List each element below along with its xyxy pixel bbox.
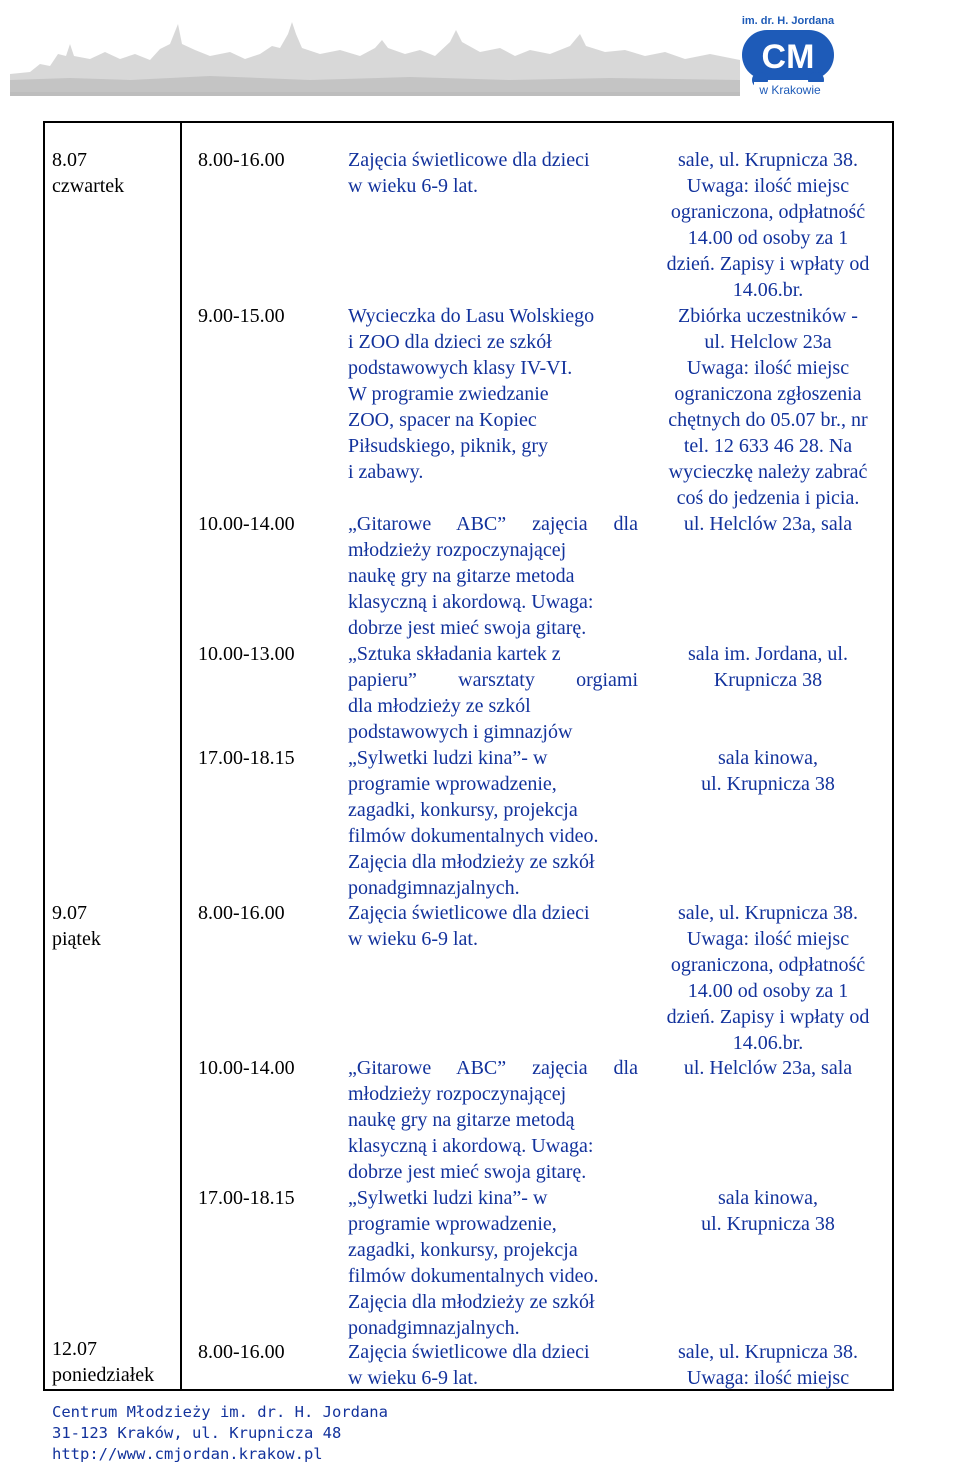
desc-line: zagadki, konkursy, projekcja	[348, 799, 578, 821]
footer-address	[52, 1402, 388, 1465]
desc-line: klasyczną i akordową. Uwaga:	[348, 1135, 594, 1157]
day-date: 9.07	[52, 902, 87, 924]
desc-line: dobrze jest mieć swoja gitarę.	[348, 1161, 587, 1183]
place-line: Uwaga: ilość miejsc	[686, 928, 850, 950]
desc-line: Zajęcia świetlicowe dla dzieci	[348, 1341, 590, 1363]
desc-line: naukę gry na gitarze metodą	[348, 1109, 575, 1131]
logo-letters: CM	[761, 38, 815, 76]
day-date: 12.07	[52, 1338, 97, 1360]
desc-line: ponadgimnazjalnych.	[348, 1317, 520, 1339]
place-line: Zbiórka uczestników -	[678, 305, 858, 327]
event-description	[348, 1185, 638, 1341]
desc-line: dla młodzieży ze szkól	[348, 695, 531, 717]
footer-org-name: Centrum Młodzieży im. dr. H. Jordana	[52, 1403, 388, 1421]
desc-line: dobrze jest mieć swoja gitarę.	[348, 617, 587, 639]
event-place	[643, 745, 893, 797]
desc-line: w wieku 6-9 lat.	[348, 175, 478, 197]
place-line: Uwaga: ilość miejsc	[686, 175, 850, 197]
place-line: Uwaga: ilość miejsc	[686, 1367, 850, 1389]
desc-line: zagadki, konkursy, projekcja	[348, 1239, 578, 1261]
place-line: sala kinowa,	[718, 1187, 818, 1209]
footer-street: 31-123 Kraków, ul. Krupnicza 48	[52, 1424, 342, 1442]
event-description	[348, 641, 638, 745]
event-place	[643, 1055, 893, 1081]
desc-line: ZOO, spacer na Kopiec	[348, 409, 537, 431]
event-place	[643, 511, 893, 537]
day-cell	[52, 900, 101, 952]
desc-line: Zajęcia dla młodzieży ze szkół	[348, 851, 595, 873]
day-date: 8.07	[52, 149, 87, 171]
day-cell	[52, 1336, 154, 1388]
schedule-table	[43, 121, 894, 1391]
event-time: 8.00-16.00	[198, 902, 285, 924]
cm-logo	[740, 8, 836, 98]
place-line: chętnych do 05.07 br., nr	[668, 409, 868, 431]
event-description	[348, 1055, 638, 1185]
desc-line: „Sztuka składania kartek z	[348, 643, 561, 665]
desc-line: podstawowych i gimnazjów	[348, 721, 573, 743]
desc-line: Piłsudskiego, piknik, gry	[348, 435, 549, 457]
desc-line: Zajęcia dla młodzieży ze szkół	[348, 1291, 595, 1313]
footer-website-link[interactable]: http://www.cmjordan.krakow.pl	[52, 1445, 323, 1463]
desc-line: ponadgimnazjalnych.	[348, 877, 520, 899]
place-line: sale, ul. Krupnicza 38.	[678, 902, 858, 924]
place-line: sale, ul. Krupnicza 38.	[678, 149, 858, 171]
event-description	[348, 745, 638, 901]
desc-line: programie wprowadzenie,	[348, 1213, 557, 1235]
event-time: 8.00-16.00	[198, 149, 285, 171]
event-time: 10.00-14.00	[198, 1057, 295, 1079]
desc-line: i ZOO dla dzieci ze szkół	[348, 331, 552, 353]
place-line: 14.06.br.	[732, 279, 804, 301]
event-place	[643, 1339, 893, 1391]
place-line: 14.00 od osoby za 1	[687, 980, 849, 1002]
place-line: ograniczona, odpłatność	[670, 201, 866, 223]
place-line: wycieczkę należy zabrać	[668, 461, 868, 483]
logo-city: w Krakowie	[759, 83, 821, 97]
event-description	[348, 147, 638, 199]
place-line: sala im. Jordana, ul.	[688, 643, 848, 665]
place-line: 14.00 od osoby za 1	[687, 227, 849, 249]
day-weekday: poniedziałek	[52, 1364, 155, 1386]
place-line: ul. Krupnicza 38	[701, 1213, 835, 1235]
desc-line: młodzieży rozpoczynającej	[348, 1083, 567, 1105]
desc-line: w wieku 6-9 lat.	[348, 928, 478, 950]
event-place	[643, 641, 893, 693]
event-time: 17.00-18.15	[198, 1187, 295, 1209]
desc-line: filmów dokumentalnych video.	[348, 825, 599, 847]
event-time: 8.00-16.00	[198, 1341, 285, 1363]
event-description	[348, 303, 638, 485]
desc-line: „Sylwetki ludzi kina”- w	[348, 747, 548, 769]
desc-line: i zabawy.	[348, 461, 424, 483]
event-time: 10.00-14.00	[198, 513, 295, 535]
desc-line: „Gitarowe ABC” zajęcia dla	[348, 513, 638, 535]
desc-line: „Gitarowe ABC” zajęcia dla	[348, 1057, 638, 1079]
desc-line: papieru” warsztaty orgiami	[348, 669, 638, 691]
logo-subtitle: im. dr. H. Jordana	[741, 15, 835, 27]
place-line: Krupnicza 38	[713, 669, 823, 691]
event-place	[643, 303, 893, 511]
desc-line: w wieku 6-9 lat.	[348, 1367, 478, 1389]
desc-line: podstawowych klasy IV-VI.	[348, 357, 573, 379]
event-description	[348, 900, 638, 952]
place-line: 14.06.br.	[732, 1032, 804, 1054]
place-line: ograniczona, odpłatność	[670, 954, 866, 976]
desc-line: programie wprowadzenie,	[348, 773, 557, 795]
desc-line: Zajęcia świetlicowe dla dzieci	[348, 149, 590, 171]
event-description	[348, 511, 638, 641]
event-time: 17.00-18.15	[198, 747, 295, 769]
place-line: ul. Helclow 23a	[704, 331, 832, 353]
table-top-border	[43, 121, 894, 123]
place-line: tel. 12 633 46 28. Na	[683, 435, 853, 457]
place-line: sale, ul. Krupnicza 38.	[678, 1341, 858, 1363]
event-place	[643, 900, 893, 1056]
event-place	[643, 1185, 893, 1237]
event-time: 9.00-15.00	[198, 305, 285, 327]
desc-line: Zajęcia świetlicowe dla dzieci	[348, 902, 590, 924]
day-weekday: czwartek	[52, 175, 125, 197]
place-line: ograniczona zgłoszenia	[674, 383, 862, 405]
event-description	[348, 1339, 638, 1391]
desc-line: filmów dokumentalnych video.	[348, 1265, 599, 1287]
place-line: dzień. Zapisy i wpłaty od	[666, 253, 870, 275]
event-place	[643, 147, 893, 303]
place-line: ul. Krupnicza 38	[701, 773, 835, 795]
header-skyline-image	[10, 4, 740, 96]
event-time: 10.00-13.00	[198, 643, 295, 665]
desc-line: Wycieczka do Lasu Wolskiego	[348, 305, 595, 327]
place-line: sala kinowa,	[718, 747, 818, 769]
desc-line: „Sylwetki ludzi kina”- w	[348, 1187, 548, 1209]
day-weekday: piątek	[52, 928, 101, 950]
place-line: ul. Helclów 23a, sala	[683, 1057, 853, 1079]
desc-line: klasyczną i akordową. Uwaga:	[348, 591, 594, 613]
column-divider	[180, 121, 182, 1391]
place-line: ul. Helclów 23a, sala	[683, 513, 853, 535]
place-line: Uwaga: ilość miejsc	[686, 357, 850, 379]
place-line: coś do jedzenia i picia.	[676, 487, 860, 509]
place-line: dzień. Zapisy i wpłaty od	[666, 1006, 870, 1028]
desc-line: W programie zwiedzanie	[348, 383, 549, 405]
desc-line: naukę gry na gitarze metoda	[348, 565, 575, 587]
desc-line: młodzieży rozpoczynającej	[348, 539, 567, 561]
table-border-left	[43, 121, 45, 1391]
day-cell	[52, 147, 124, 199]
